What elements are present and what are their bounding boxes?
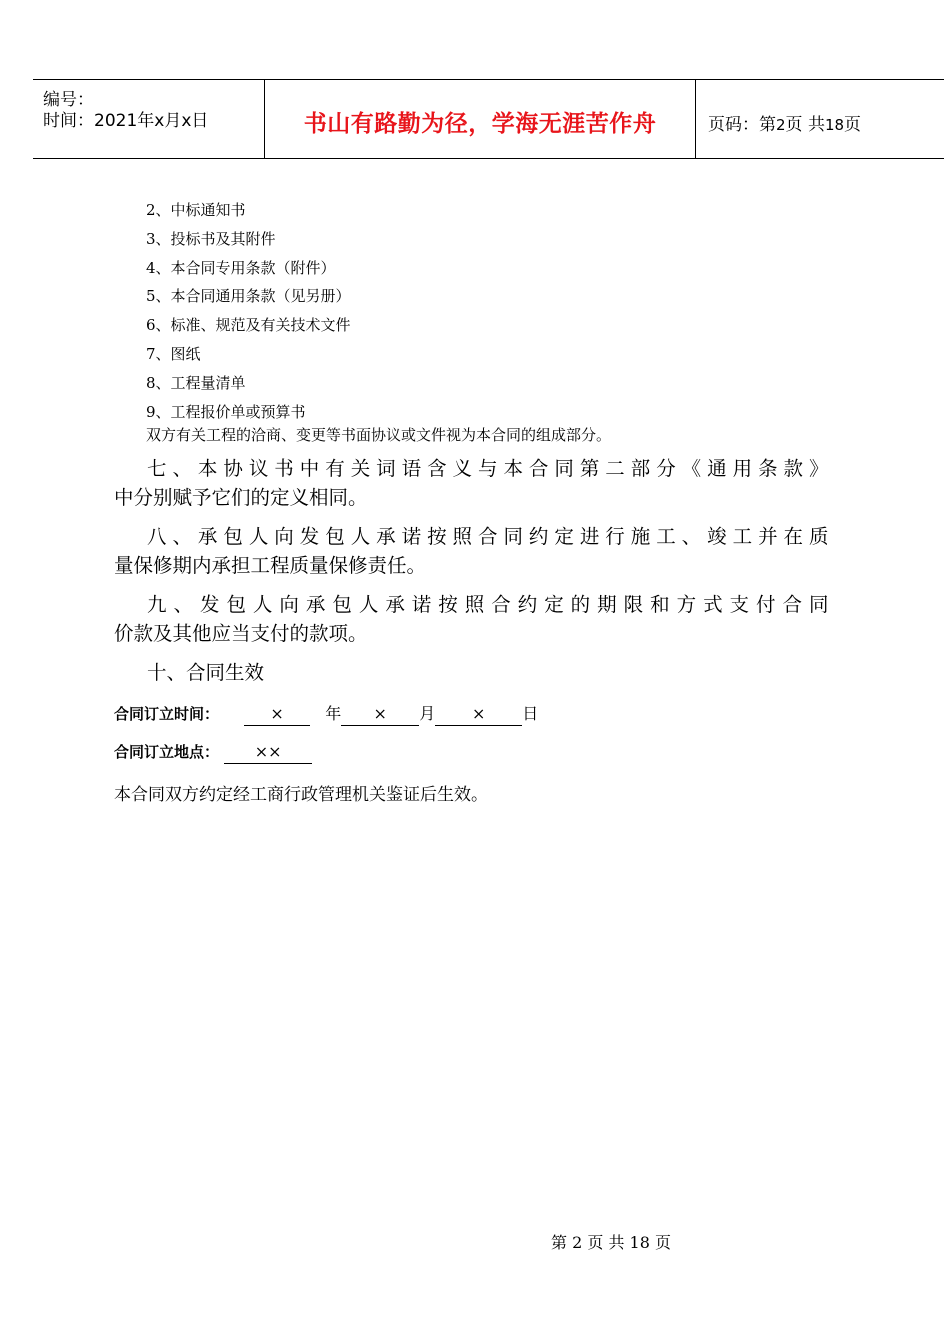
header-motto-cell [265, 80, 696, 158]
header-meta-cell [33, 80, 265, 158]
year-unit: 年 [325, 704, 342, 723]
clause-9: 九、发包人向承包人承诺按照合约定的期限和方式支付合同 价款及其他应当支付的款项。 [114, 593, 830, 645]
page-header [33, 79, 944, 159]
document-list [146, 196, 351, 426]
signing-place-row [114, 741, 312, 764]
list-item: 8、工程量清单 [146, 373, 246, 392]
page-footer: 第 2 页 共 18 页 [551, 1233, 671, 1252]
month-blank: × [341, 703, 419, 726]
day-blank: × [435, 703, 522, 726]
header-page-cell [696, 80, 944, 158]
place-blank: ×× [224, 741, 312, 764]
list-item: 9、工程报价单或预算书 [146, 402, 306, 421]
clause-7: 七、本协议书中有关词语含义与本合同第二部分《通用条款》 中分别赋予它们的定义相同。 [114, 457, 830, 509]
year-blank: × [244, 703, 310, 726]
list-item: 4、本合同专用条款（附件） [146, 258, 336, 277]
month-unit: 月 [419, 704, 436, 723]
list-item: 2、中标通知书 [146, 201, 246, 219]
closing-statement: 本合同双方约定经工商行政管理机关鉴证后生效。 [114, 785, 488, 805]
list-note: 双方有关工程的洽商、变更等书面协议或文件视为本合同的组成部分。 [146, 426, 612, 444]
list-item: 5、本合同通用条款（见另册） [146, 287, 351, 306]
list-item: 7、图纸 [146, 344, 201, 363]
time-label: 时间：2021年x月x日 [43, 111, 209, 131]
signing-time-row [114, 701, 538, 726]
day-unit: 日 [522, 704, 539, 723]
motto-text: 书山有路勤为径，学海无涯苦作舟 [303, 111, 657, 137]
header-page-number: 页码：第2页 共18页 [708, 115, 862, 135]
signing-place-label: 合同订立地点： [114, 743, 220, 761]
list-item: 3、投标书及其附件 [146, 229, 276, 248]
list-item: 6、标准、规范及有关技术文件 [146, 316, 351, 335]
clause-10: 十、合同生效 [147, 661, 265, 684]
signing-time-label: 合同订立时间： [114, 705, 220, 723]
clause-8: 八、承包人向发包人承诺按照合同约定进行施工、竣工并在质 量保修期内承担工程质量保修责任。 [114, 525, 830, 577]
serial-label: 编号： [43, 90, 94, 110]
